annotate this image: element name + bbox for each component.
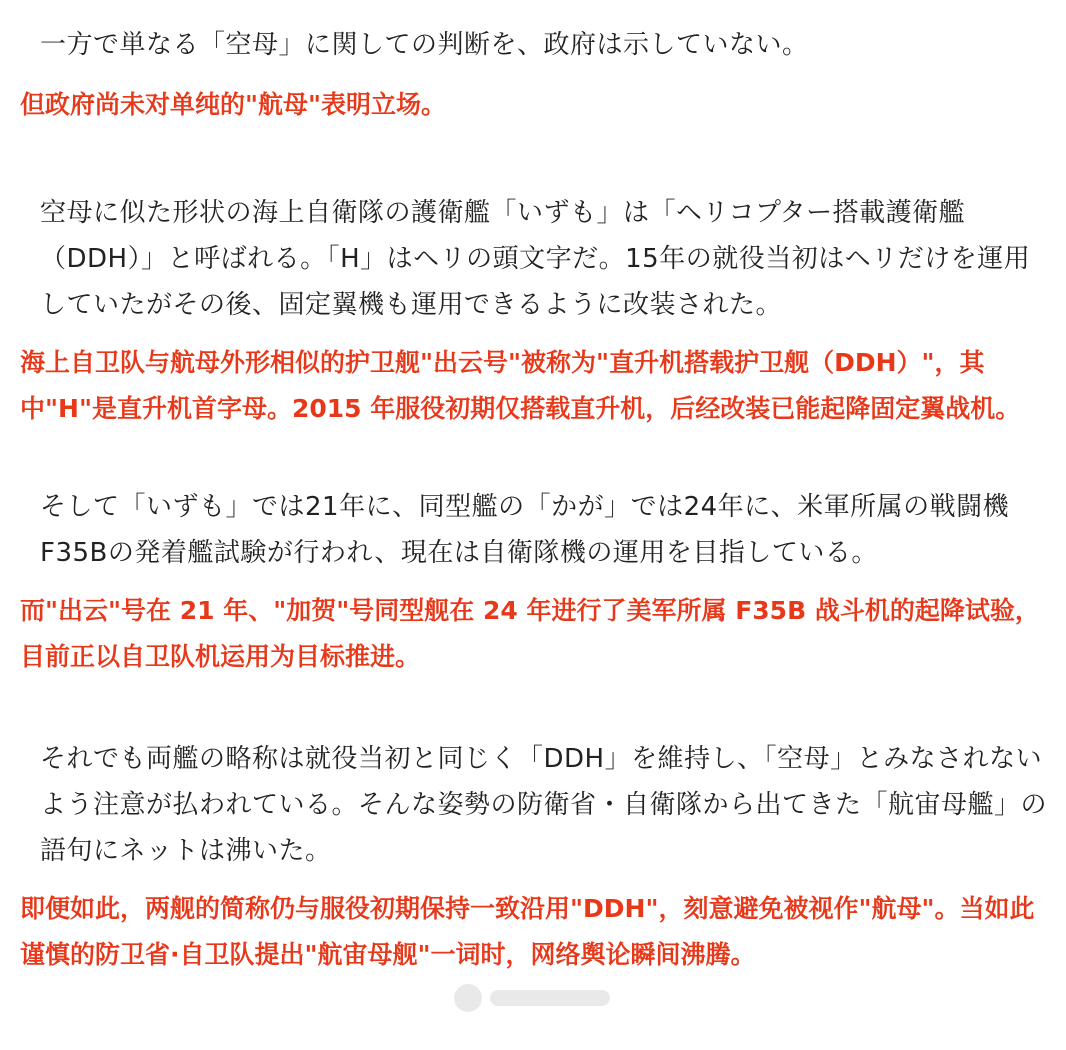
chinese-translation-4: 即便如此，两舰的简称仍与服役初期保持一致沿用"DDH"，刻意避免被视作"航母"。当如此谨慎的防卫省·自卫队提出"航宙母舰"一词时，网络舆论瞬间沸腾。 [20, 894, 1035, 969]
paragraph-spacer [20, 128, 1050, 172]
paragraph-spacer [20, 680, 1050, 724]
japanese-paragraph-4: それでも両艦の略称は就役当初と同じく「DDH」を維持し、「空母」とみなされないよう注意が払われている。そんな姿勢の防衛省・自衛隊から出てきた「航宙母艦」の語句にネットは沸いた。 [40, 744, 1048, 866]
japanese-paragraph-2: 空母に似た形状の海上自衛隊の護衛艦「いずも」は「ヘリコプター搭載護衛艦（DDH）」と呼ばれる。「H」はヘリの頭文字だ。15年の就役当初はヘリだけを運用していたがその後、固定翼機も運用できるように改装された。 [40, 198, 1031, 320]
japanese-paragraph-1: 一方で単なる「空母」に関しての判断を、政府は示していない。 [40, 30, 809, 60]
chinese-translation-2: 海上自卫队与航母外形相似的护卫舰"出云号"被称为"直升机搭载护卫舰（DDH）"，其中"H"是直升机首字母。2015 年服役初期仅搭载直升机，后经改装已能起降固定翼战机。 [20, 348, 1021, 423]
watermark-logo [448, 978, 623, 1018]
paragraph-spacer [20, 432, 1050, 476]
chinese-translation-3: 而"出云"号在 21 年、"加贺"号同型舰在 24 年进行了美军所属 F35B 战斗机的起降试验，目前正以自卫队机运用为目标推进。 [20, 596, 1040, 671]
chinese-translation-1: 但政府尚未对单纯的"航母"表明立场。 [20, 90, 447, 119]
japanese-paragraph-3: そして「いずも」では21年に、同型艦の「かが」では24年に、米軍所属の戦闘機F35Bの発着艦試験が行われ、現在は自衛隊機の運用を目指している。 [40, 492, 1010, 568]
article-body [20, 0, 1050, 978]
